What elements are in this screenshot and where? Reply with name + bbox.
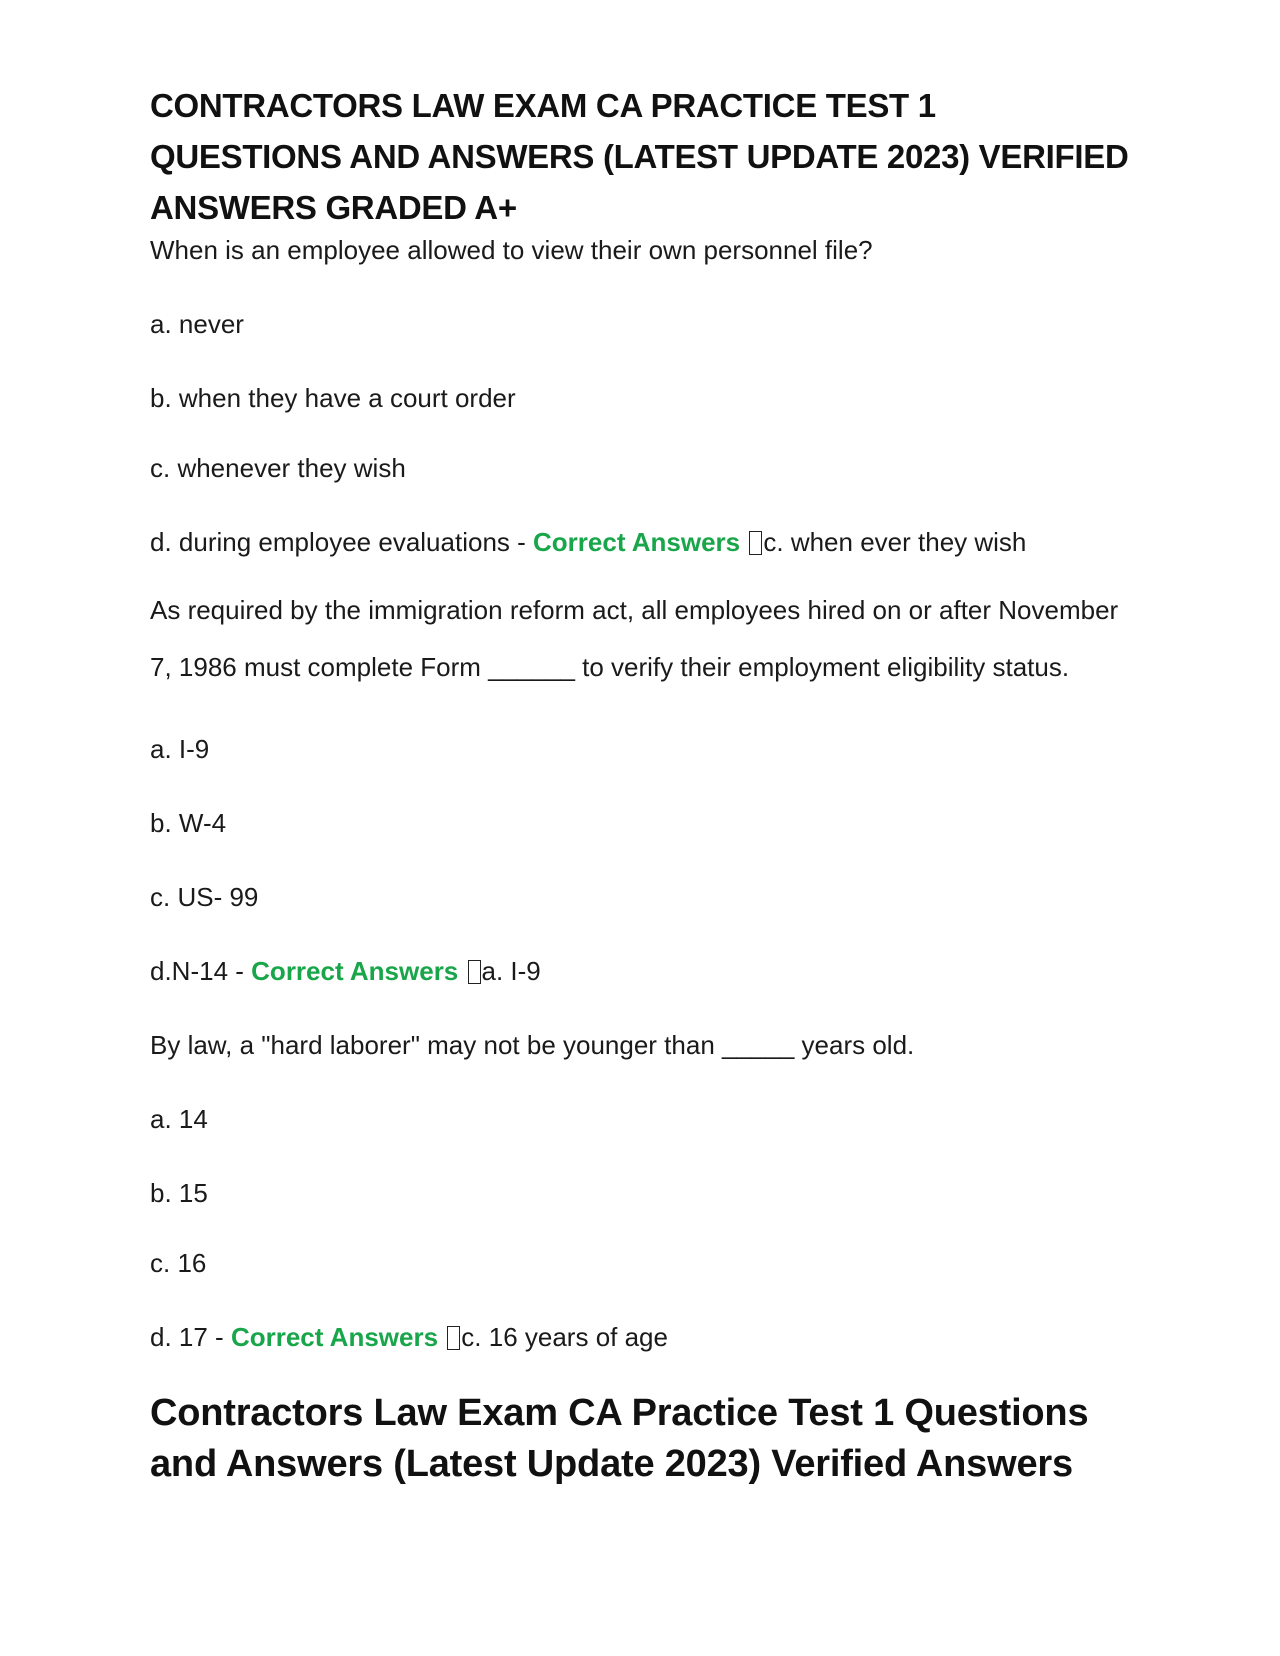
footer-title: Contractors Law Exam CA Practice Test 1 Questions and Answers (Latest Update 2023) Verified Answers — [150, 1392, 1089, 1485]
question-1-option-a: a. never — [150, 309, 244, 339]
question-1-option-c: c. whenever they wish — [150, 453, 406, 483]
question-2-option-a: a. I-9 — [150, 734, 210, 764]
document-content — [150, 80, 1130, 1490]
document-title: CONTRACTORS LAW EXAM CA PRACTICE TEST 1 QUESTIONS AND ANSWERS (LATEST UPDATE 2023) VERIFIED ANSWERS GRADED A+ — [150, 87, 1129, 226]
question-1-text: When is an employee allowed to view their own personnel file? — [150, 235, 873, 265]
question-3-option-a: a. 14 — [150, 1104, 208, 1134]
question-1-option-b: b. when they have a court order — [150, 383, 516, 413]
question-2-answer: a. I-9 — [481, 956, 541, 986]
question-2-option-b: b. W-4 — [150, 808, 227, 838]
question-1-option-d-line — [150, 525, 1130, 559]
correct-answers-label: Correct Answers — [230, 1322, 439, 1352]
question-3-option-d: d. 17 - — [150, 1322, 231, 1352]
correct-answers-label: Correct Answers — [533, 527, 741, 557]
question-1-answer: c. when ever they wish — [763, 527, 1027, 557]
missing-glyph-icon — [447, 1326, 460, 1350]
question-3-text: By law, a "hard laborer" may not be younger than _____ years old. — [150, 1030, 915, 1060]
question-1-option-d: d. during employee evaluations - — [150, 527, 534, 557]
question-2-option-d: d.N-14 - — [150, 956, 252, 986]
question-2-text: As required by the immigration reform act, all employees hired on or after November 7, 1986 must complete Form ______ to verify their employment eligibility status. — [150, 595, 1119, 682]
question-3-option-c: c. 16 — [150, 1248, 207, 1278]
missing-glyph-icon — [749, 531, 762, 555]
missing-glyph-icon — [468, 960, 481, 984]
question-2-option-d-line — [150, 954, 1130, 988]
correct-answers-label: Correct Answers — [251, 956, 459, 986]
question-3-option-d-line — [150, 1320, 1130, 1354]
question-3-option-b: b. 15 — [150, 1178, 208, 1208]
question-3-answer: c. 16 years of age — [461, 1322, 668, 1352]
question-2-option-c: c. US- 99 — [150, 882, 259, 912]
